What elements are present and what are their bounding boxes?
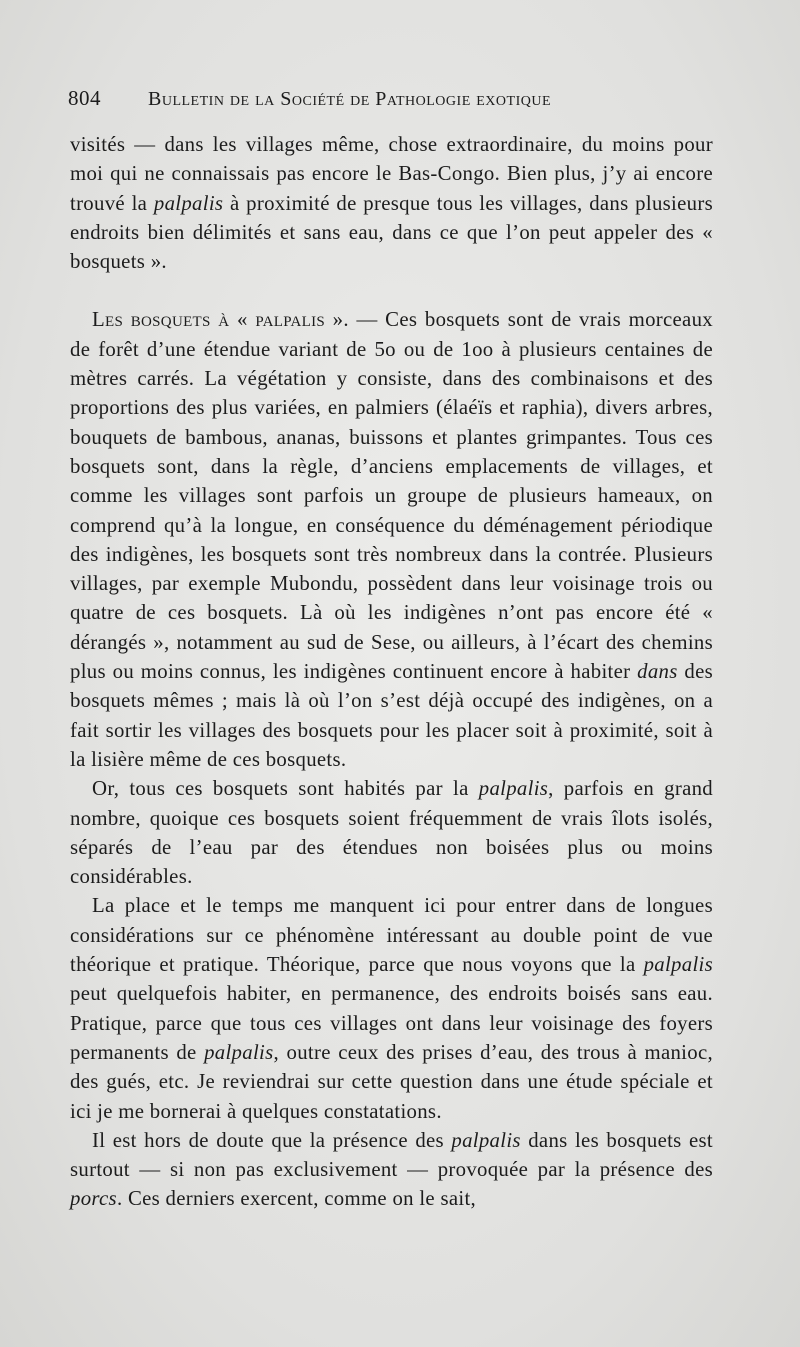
page-number: 804: [68, 86, 101, 110]
italic-term: palpalis: [643, 953, 713, 977]
text-run: peut quelquefois habiter, en permanence, des endroits boisés sans eau. Pratique, parce que tous ces villages ont dans leur voisinage des foyers permanents de: [70, 982, 713, 1064]
text-run: , outre ceux des prises d’eau, des trous à manioc, des gués, etc. Je reviendrai sur cette question dans une étude spéciale et ici je me bornerai à quelques constatations.: [70, 1040, 713, 1123]
italic-term: palpalis: [204, 1040, 274, 1064]
text-run: des bosquets mêmes ; mais là où l’on s’est déjà occupé des indigènes, on a fait sortir les villages des bosquets pour les placer soit à proximité, soit à la lisière même de ces bosquets.: [70, 660, 713, 771]
italic-term: palpalis: [451, 1128, 521, 1152]
text-run: , parfois en grand nombre, quoique ces bosquets soient fréquemment de vrais îlots isolés, séparés de l’eau par des étendues non boisées plus ou moins considérables.: [70, 777, 714, 889]
paragraph: [70, 305, 713, 774]
text-run: à proximité de presque tous les villages, dans plusieurs endroits bien délimités et sans eau, dans ce que l’on peut appeler des « bosquets ».: [70, 191, 713, 274]
text-run: La place et le temps me manquent ici pour entrer dans de longues considérations sur ce phénomène intéressant au double point de vue théorique et pratique. Théorique, parce que nous voyons que la: [70, 894, 713, 977]
paragraph: [70, 891, 713, 1125]
text-run: — Ces bosquets sont de vrais morceaux de forêt d’une étendue variant de 5o ou de 1oo à plusieurs centaines de mètres carrés. La végétation y consiste, dans des combinaisons et des proportions des plus variées, en palmiers (élaéïs et raphia), divers arbres, bouquets de bambous, ananas, buissons et plantes grimpantes. Tous ces bosquets sont, dans la règle, d’anciens emplacements de villages, et comme les villages sont parfois un groupe de plusieurs hameaux, on comprend qu’à la longue, en conséquence du déménagement périodique des indigènes, les bosquets sont très nombreux dans la contrée. Plusieurs villages, par exemple Mubondu, possèdent dans leur voisinage trois ou quatre de ces bosquets. Là où les indigènes n’ont pas encore été « dérangés », notamment au sud de Sese, ou ailleurs, à l’écart des chemins plus ou moins connus, les indigènes continuent encore à habiter: [70, 308, 713, 684]
text-run: . Ces derniers exercent, comme on le sait,: [116, 1187, 477, 1211]
journal-title: Bulletin de la Société de Pathologie exotique: [148, 88, 552, 110]
text-run: Or, tous ces bosquets sont habités par la: [92, 777, 479, 801]
italic-term: palpalis: [153, 191, 224, 215]
paragraph: [70, 130, 713, 276]
text-run: visités — dans les villages même, chose extraordinaire, du moins pour moi qui ne connaissais pas encore le Bas-Congo. Bien plus, j’y ai encore trouvé la: [70, 133, 713, 215]
section-heading: Les bosquets à « palpalis ».: [92, 308, 349, 332]
italic-term: palpalis: [478, 777, 549, 801]
body-text: [70, 130, 713, 1214]
italic-term: porcs: [70, 1187, 117, 1211]
paragraph: [70, 1126, 713, 1214]
text-run: Il est hors de doute que la présence des: [92, 1128, 452, 1152]
text-run: dans les bosquets est surtout — si non pas exclusivement — provoquée par la présence des: [70, 1128, 714, 1182]
paragraph: [70, 774, 713, 891]
running-header: [68, 86, 730, 111]
italic-term: dans: [637, 660, 678, 684]
